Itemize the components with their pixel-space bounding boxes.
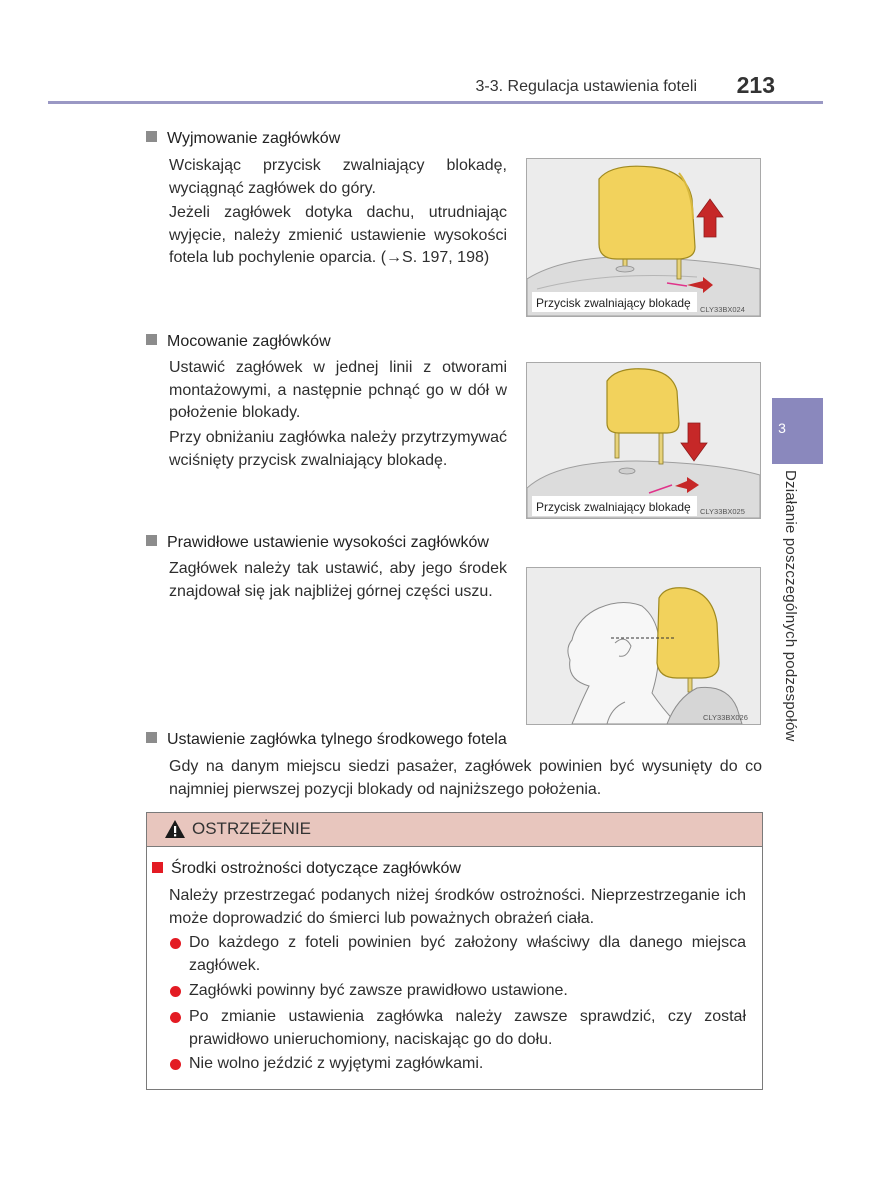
figure-callout: Przycisk zwalniający blokadę — [536, 500, 691, 514]
paragraph: Zagłówek należy tak ustawić, aby jego środek znajdował się jak najbliżej górnej części uszu. — [169, 560, 507, 600]
warning-bullet: Zagłówki powinny być zawsze prawidłowo ustawione. — [189, 982, 568, 999]
square-bullet-icon — [146, 131, 157, 142]
figure-code: CLY33BX026 — [703, 713, 748, 722]
figure-code: CLY33BX025 — [700, 507, 745, 516]
figure-headrest-height — [526, 567, 761, 725]
warning-subheading-text: Środki ostrożności dotyczące zagłówków — [171, 860, 461, 877]
warning-bullet: Nie wolno jeździć z wyjętymi zagłówkami. — [189, 1055, 484, 1072]
warning-triangle-icon — [164, 819, 186, 839]
section-heading-height — [146, 534, 489, 552]
running-header-title: 3-3. Regulacja ustawienia foteli — [475, 78, 697, 95]
bullet-dot-icon — [170, 986, 181, 997]
bullet-dot-icon — [170, 938, 181, 949]
section-heading-text: Ustawienie zagłówka tylnego środkowego fotela — [167, 731, 507, 748]
section-heading-text: Prawidłowe ustawienie wysokości zagłówków — [167, 534, 489, 551]
paragraph: Przy obniżaniu zagłówka należy przytrzymywać wciśnięty przycisk zwalniający blokadę. — [169, 429, 507, 469]
headrest-height-illustration — [527, 568, 760, 724]
square-bullet-icon — [146, 535, 157, 546]
headrest-removal-illustration — [527, 159, 760, 316]
paragraph: Gdy na danym miejscu siedzi pasażer, zagłówek powinien być wysunięty do co najmniej pierwszej pozycji blokady od najniższego położenia. — [169, 758, 762, 798]
warning-bullet: Do każdego z foteli powinien być założony właściwy dla danego miejsca zagłówek. — [189, 934, 746, 974]
paragraph: Jeżeli zagłówek dotyka dachu, utrudniając wyjęcie, należy zmienić ustawienie wysokości fotela lub pochylenie oparcia. (→S. 197, 198) — [169, 204, 507, 266]
section-heading-text: Mocowanie zagłówków — [167, 333, 331, 350]
warning-intro: Należy przestrzegać podanych niżej środków ostrożności. Nieprzestrzeganie ich może doprowadzić do śmierci lub poważnych obrażeń ciała. — [169, 887, 746, 927]
section-heading-rear-center — [146, 731, 507, 749]
warning-header — [147, 813, 762, 847]
paragraph: Wciskając przycisk zwalniający blokadę, wyciągnąć zagłówek do góry. — [169, 157, 507, 197]
header-rule — [48, 101, 823, 104]
warning-title: OSTRZEŻENIE — [192, 819, 312, 838]
page-number: 213 — [736, 72, 775, 98]
square-bullet-icon — [146, 732, 157, 743]
bullet-dot-icon — [170, 1012, 181, 1023]
chapter-title: Działanie poszczególnych podzespołów — [782, 470, 799, 742]
section-heading-text: Wyjmowanie zagłówków — [167, 130, 341, 147]
section-heading-removal — [146, 130, 340, 148]
square-bullet-icon — [146, 334, 157, 345]
figure-callout: Przycisk zwalniający blokadę — [536, 296, 691, 310]
paragraph: Ustawić zagłówek w jednej linii z otworami montażowymi, a następnie pchnąć go w dół w położenie blokady. — [169, 359, 507, 421]
red-square-bullet-icon — [152, 862, 163, 873]
figure-code: CLY33BX024 — [700, 305, 745, 314]
bullet-dot-icon — [170, 1059, 181, 1070]
figure-headrest-removal — [526, 158, 761, 317]
headrest-installation-illustration — [527, 363, 760, 518]
warning-bullet: Po zmianie ustawienia zagłówka należy zawsze sprawdzić, czy został prawidłowo unieruchomiony, naciskając go do dołu. — [189, 1008, 746, 1048]
chapter-number: 3 — [778, 420, 786, 436]
chapter-tab[interactable] — [772, 398, 823, 464]
section-heading-installation — [146, 333, 331, 351]
figure-headrest-installation — [526, 362, 761, 519]
warning-subheading — [152, 860, 461, 878]
